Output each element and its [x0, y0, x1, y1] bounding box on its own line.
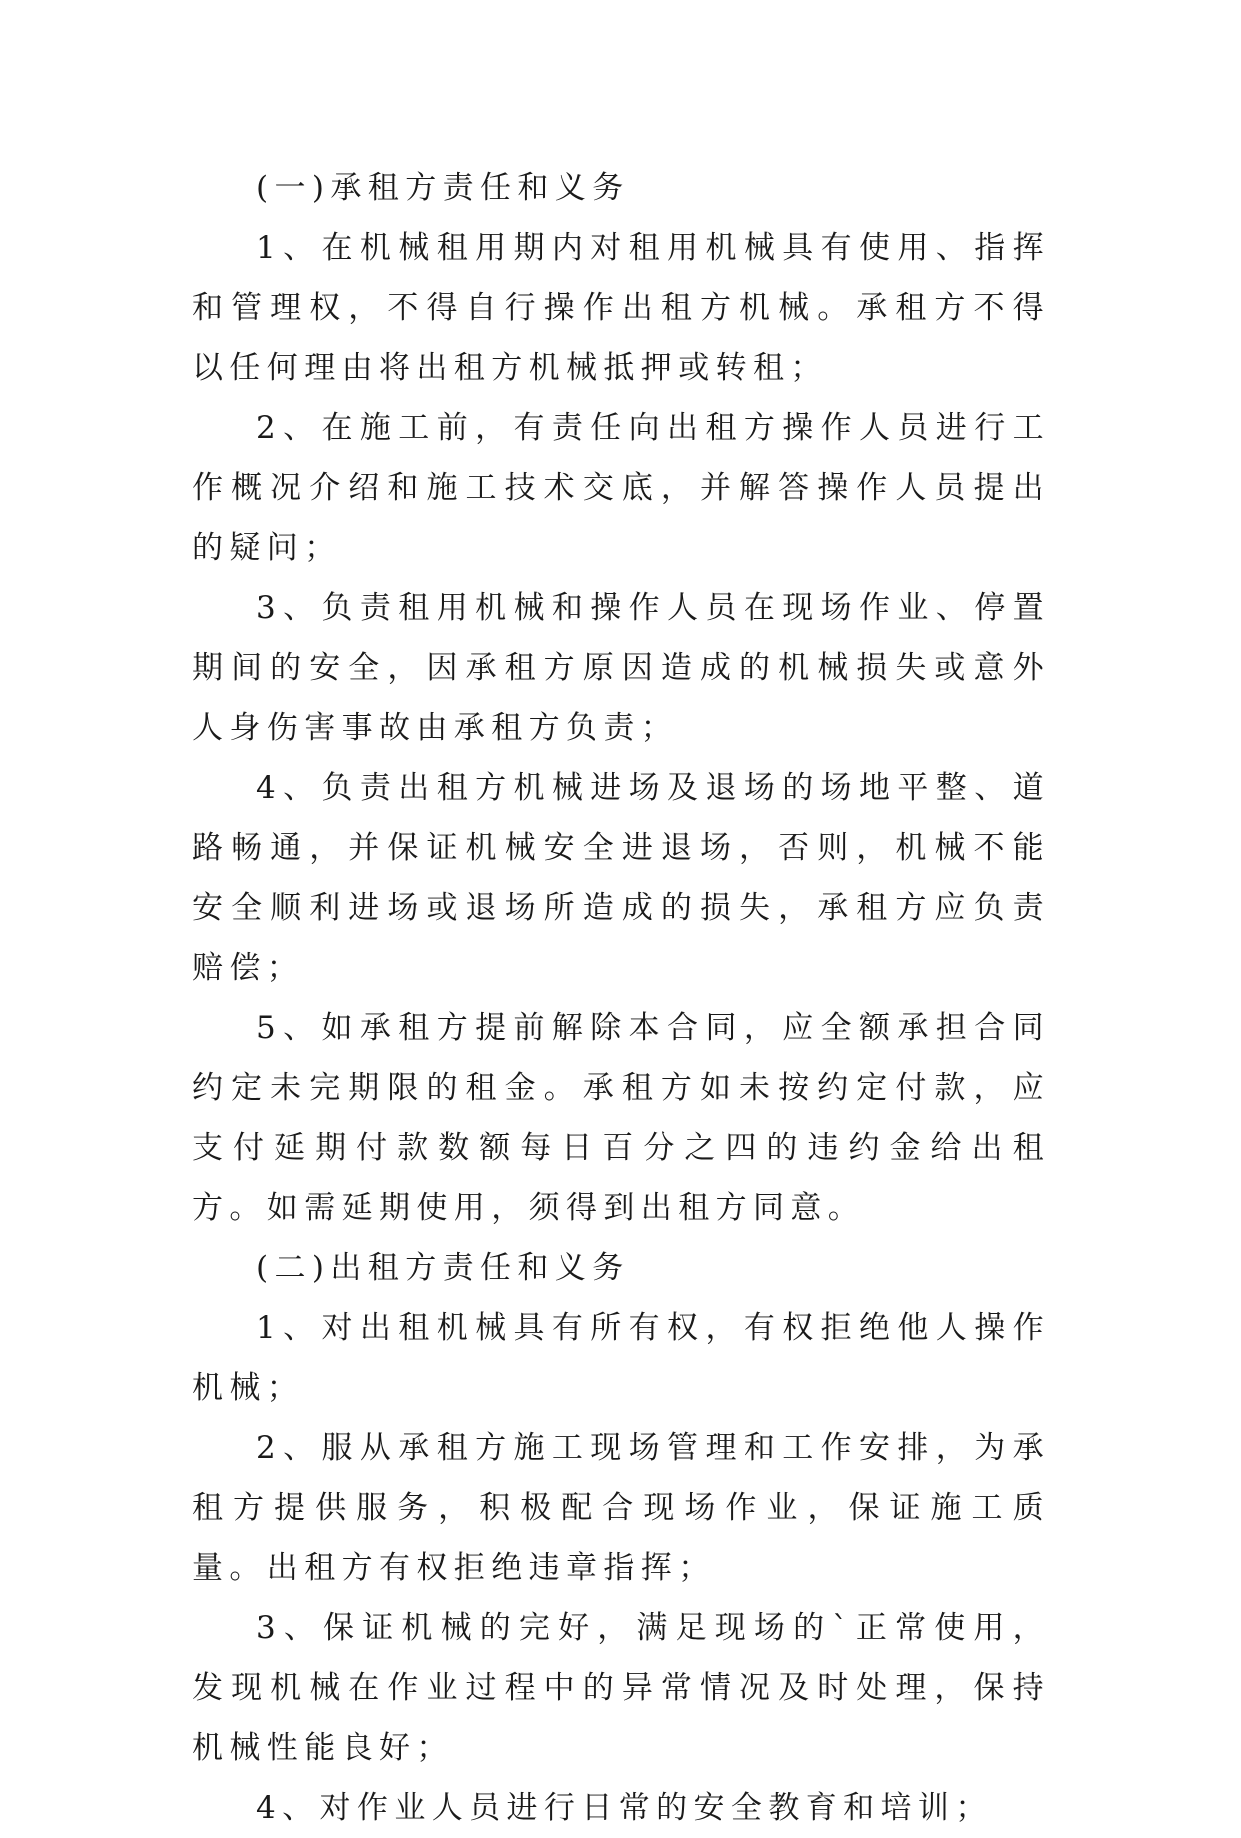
section2-item-3: 3、保证机械的完好，满足现场的`正常使用，发现机械在作业过程中的异常情况及时处理，保持机械性能良好；: [192, 1610, 1050, 1766]
section2-item-2: 2、服从承租方施工现场管理和工作安排，为承租方提供服务，积极配合现场作业，保证施工质量。出租方有权拒绝违章指挥；: [192, 1430, 1050, 1586]
section1-item-5: 5、如承租方提前解除本合同，应全额承担合同约定未完期限的租金。承租方如未按约定付款，应支付延期付款数额每日百分之四的违约金给出租方。如需延期使用，须得到出租方同意。: [192, 1010, 1050, 1226]
section2-item-1: 1、对出租机械具有所有权，有权拒绝他人操作机械；: [192, 1310, 1050, 1406]
section2-heading: (二)出租方责任和义务: [256, 1250, 630, 1286]
document-body: [192, 158, 1050, 1838]
section1-heading: (一)承租方责任和义务: [256, 170, 630, 206]
section1-item-2: 2、在施工前，有责任向出租方操作人员进行工作概况介绍和施工技术交底，并解答操作人员提出的疑问；: [192, 410, 1050, 566]
section1-item-3: 3、负责租用机械和操作人员在现场作业、停置期间的安全，因承租方原因造成的机械损失或意外人身伤害事故由承租方负责；: [192, 590, 1050, 746]
section1-item-4: 4、负责出租方机械进场及退场的场地平整、道路畅通，并保证机械安全进退场，否则，机械不能安全顺利进场或退场所造成的损失，承租方应负责赔偿；: [192, 770, 1050, 986]
section1-item-1: 1、在机械租用期内对租用机械具有使用、指挥和管理权，不得自行操作出租方机械。承租方不得以任何理由将出租方机械抵押或转租；: [192, 230, 1050, 386]
section2-item-4: 4、对作业人员进行日常的安全教育和培训；: [256, 1790, 993, 1826]
